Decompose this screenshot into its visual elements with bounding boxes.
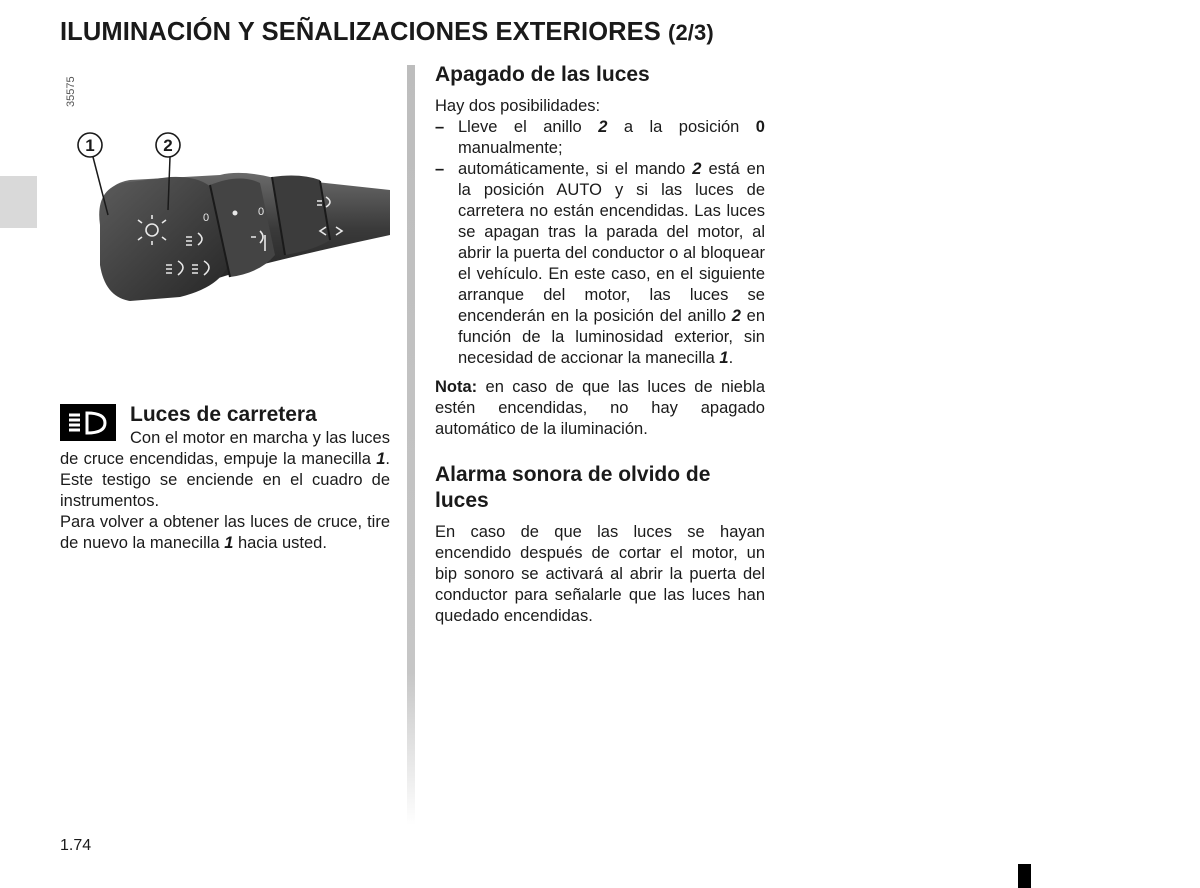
- callout-2: 2: [163, 136, 173, 155]
- alarm-heading: Alarma sonora de olvido de luces: [435, 463, 711, 512]
- text-run: .: [728, 349, 734, 367]
- high-beam-section: [60, 402, 390, 554]
- position-zero: 0: [755, 118, 765, 136]
- lights-off-intro: Hay dos posibilidades:: [435, 97, 601, 115]
- section-tab: [0, 176, 37, 228]
- callout-1: 1: [85, 136, 95, 155]
- text-run: en función de la luminosidad exterior, sin necesidad de accionar la manecilla: [458, 307, 765, 367]
- column-divider: [407, 65, 415, 825]
- page-number: 1.74: [60, 837, 92, 854]
- figure-code: 35575: [65, 76, 77, 107]
- text-run: manualmente;: [458, 139, 563, 157]
- page-title: [60, 18, 714, 47]
- text-run: a la posición: [607, 118, 756, 136]
- dash-bullet: –: [435, 118, 445, 136]
- page-of-indicator: (2/3): [668, 20, 714, 45]
- ring-number: 2: [598, 118, 608, 136]
- page-title-text: ILUMINACIÓN Y SEÑALIZACIONES EXTERIORES: [60, 18, 661, 46]
- list-item: [435, 159, 765, 369]
- alarm-paragraph: En caso de que las luces se hayan encendido después de cortar el motor, un bip sonoro se activará al abrir la puerta del conductor para señalarle que las luces han quedado encendidas.: [435, 523, 765, 625]
- text-run: hacia usted.: [233, 534, 327, 552]
- ring-number: 2: [731, 307, 741, 325]
- ring-number: 2: [692, 160, 702, 178]
- text-run: en caso de que las luces de niebla estén encendidas, no hay apagado automático de la iluminación.: [435, 378, 765, 438]
- text-run: automáticamente, si el mando: [458, 160, 693, 178]
- lights-off-heading: Apagado de las luces: [435, 63, 650, 86]
- dash-bullet: –: [435, 160, 445, 178]
- stalk-number: 1: [376, 450, 386, 468]
- high-beam-heading: Luces de carretera: [130, 403, 317, 426]
- text-run: está en la posición AUTO y si las luces de carretera no están encendidas. Las luces se apagan tras la parada del motor, al abrir la puerta del conductor o al bloquear el vehículo. En este caso, en el siguiente arranque del motor, las luces se encenderán en la posición del anillo: [458, 160, 765, 325]
- note-paragraph: [435, 377, 765, 440]
- page-edge-marker: [1018, 864, 1031, 888]
- stalk-number: 1: [224, 534, 234, 552]
- list-item: [435, 117, 765, 159]
- text-run: Para volver a obtener las luces de cruce, tire de nuevo la manecilla: [60, 513, 390, 552]
- ring-position-dot: [233, 211, 238, 216]
- text-run: . Este testigo se enciende en el cuadro de instrumentos.: [60, 450, 390, 510]
- note-label: Nota:: [435, 378, 478, 396]
- ring-zero-label-2: 0: [258, 206, 265, 218]
- text-run: Lleve el anillo: [458, 118, 599, 136]
- lights-off-section: [435, 62, 765, 627]
- lights-off-list: [435, 117, 765, 369]
- light-stalk-illustration: [60, 65, 400, 365]
- ring-zero-label-1: 0: [203, 212, 210, 224]
- stalk-number: 1: [719, 349, 729, 367]
- high-beam-paragraph-2: [60, 512, 390, 554]
- text-run: Con el motor en marcha y las luces de cruce encendidas, empuje la manecilla: [60, 429, 390, 468]
- high-beam-warning-icon: [60, 404, 116, 441]
